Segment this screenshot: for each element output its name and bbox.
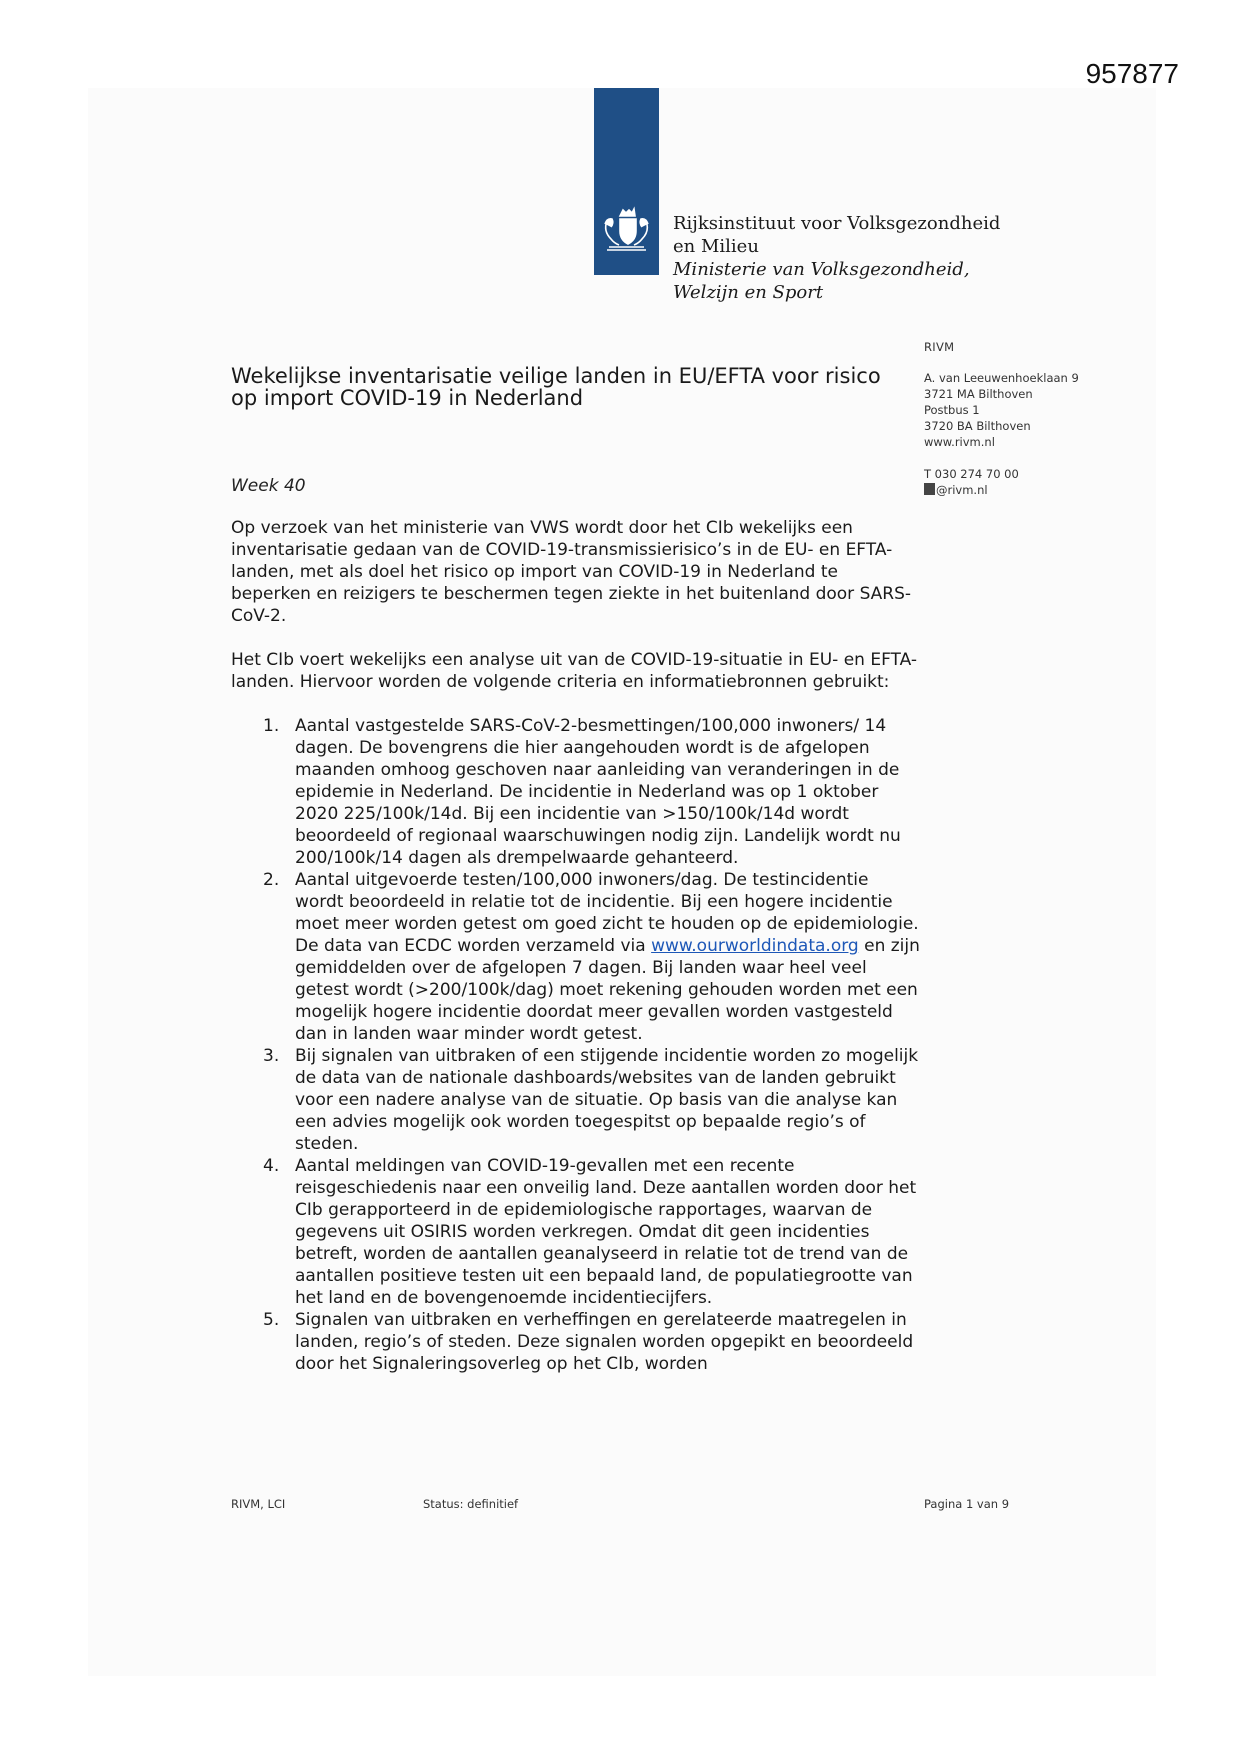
sender-org: RIVM [924, 340, 955, 354]
criterion-item [231, 1045, 921, 1155]
intro-paragraph: Op verzoek van het ministerie van VWS wordt door het CIb wekelijks een inventarisatie gedaan van de COVID-19-transmissierisico’s in de EU- en EFTA-landen, met als doel het risico op import van COVID-19 in Nederland te beperken en reizigers te beschermen tegen ziekte in het buitenland door SARS-CoV-2. [231, 518, 912, 626]
method-paragraph: Het CIb voert wekelijks een analyse uit van de COVID-19-situatie in EU- en EFTA-landen. Hiervoor worden de volgende criteria en informatiebronnen gebruikt: [231, 650, 918, 692]
criterion-text: en zijn gemiddelden over de afgelopen 7 dagen. Bij landen waar heel veel getest wordt (>200/100k/dag) moet rekening gehouden worden met een mogelijk hogere incidentie doordat meer gevallen worden vastgesteld dan in landen waar minder wordt getest. [295, 936, 920, 1044]
address-line: 3720 BA Bilthoven [924, 419, 1031, 433]
criterion-text: Aantal vastgestelde SARS-CoV-2-besmettingen/100,000 inwoners/ 14 dagen. De bovengrens die hier aangehouden wordt is de afgelopen maanden omhoog geschoven naar aanleiding van veranderingen in de epidemie in Nederland. De incidentie in Nederland was op 1 oktober 2020 225/100k/14d. Bij een incidentie van >150/100k/14d wordt beoordeeld of regionaal waarschuwingen nodig zijn. Landelijk wordt nu 200/100k/14 dagen als drempelwaarde gehanteerd. [295, 716, 901, 868]
sender-address [924, 370, 1144, 450]
document-body [231, 517, 921, 1375]
footer-page-number: Pagina 1 van 9 [924, 1497, 1010, 1511]
ministry-line-1: Ministerie van Volksgezondheid, [673, 259, 970, 280]
footer-department: RIVM, LCI [231, 1497, 286, 1511]
address-line: A. van Leeuwenhoeklaan 9 [924, 371, 1079, 385]
ourworldindata-link[interactable]: www.ourworldindata.org [651, 936, 859, 956]
coat-of-arms-icon [599, 206, 654, 252]
criterion-text: Aantal meldingen van COVID-19-gevallen met een recente reisgeschiedenis naar een onveilig land. Deze aantallen worden door het CIb gerapporteerd in de epidemiologische rapportages, waarvan de gegevens uit OSIRIS worden verkregen. Omdat dit geen incidenties betreft, worden de aantallen geanalyseerd in relatie tot de trend van de aantallen positieve testen uit een bepaald land, de populatiegrootte van het land en de bovengenoemde incidentiecijfers. [295, 1156, 917, 1308]
criterion-number: 3. [263, 1046, 280, 1066]
phone-number: T 030 274 70 00 [924, 467, 1019, 481]
criterion-item [231, 1155, 921, 1309]
criterion-text: Aantal uitgevoerde testen/100,000 inwoners/dag. De testincidentie wordt beoordeeld in relatie tot de incidentie. Bij een hogere incidentie moet meer worden getest om goed zicht te houden op de epidemiologie. De data van ECDC worden verzameld via [295, 870, 919, 956]
email-address[interactable] [924, 482, 1144, 498]
sender-contact [924, 466, 1144, 498]
org-name-line-1: Rijksinstituut voor Volksgezondheid [673, 213, 1001, 234]
criterion-number: 1. [263, 716, 280, 736]
footer-status: Status: definitief [423, 1497, 519, 1511]
document-title: Wekelijkse inventarisatie veilige landen in EU/EFTA voor risico op import COVID-19 in Nederland [231, 364, 881, 410]
criterion-item [231, 1309, 921, 1375]
email-suffix: @rivm.nl [936, 483, 988, 497]
criteria-list [231, 715, 921, 1375]
criterion-text: Bij signalen van uitbraken of een stijgende incidentie worden zo mogelijk de data van de nationale dashboards/websites van de landen gebruikt voor een nadere analyse van de situatie. Op basis van die analyse kan een advies mogelijk ook worden toegespitst op bepaalde regio’s of steden. [295, 1046, 919, 1154]
logo-bar [594, 88, 659, 275]
address-line: Postbus 1 [924, 403, 980, 417]
organisation-name [673, 212, 1000, 304]
ministry-line-2: Welzijn en Sport [673, 282, 824, 303]
document-number: 957877 [1085, 58, 1179, 89]
redaction-mark [924, 483, 935, 495]
criterion-number: 4. [263, 1156, 280, 1176]
org-name-line-2: en Milieu [673, 236, 759, 257]
website-link[interactable]: www.rivm.nl [924, 435, 995, 449]
criterion-item [231, 715, 921, 869]
criterion-number: 2. [263, 870, 280, 890]
criterion-number: 5. [263, 1310, 280, 1330]
criterion-text: Signalen van uitbraken en verheffingen en gerelateerde maatregelen in landen, regio’s of steden. Deze signalen worden opgepikt en beoordeeld door het Signaleringsoverleg op het CIb, worden [295, 1310, 914, 1374]
sender-info [924, 339, 1144, 498]
week-label: Week 40 [231, 476, 306, 496]
criterion-item [231, 869, 921, 1045]
address-line: 3721 MA Bilthoven [924, 387, 1033, 401]
